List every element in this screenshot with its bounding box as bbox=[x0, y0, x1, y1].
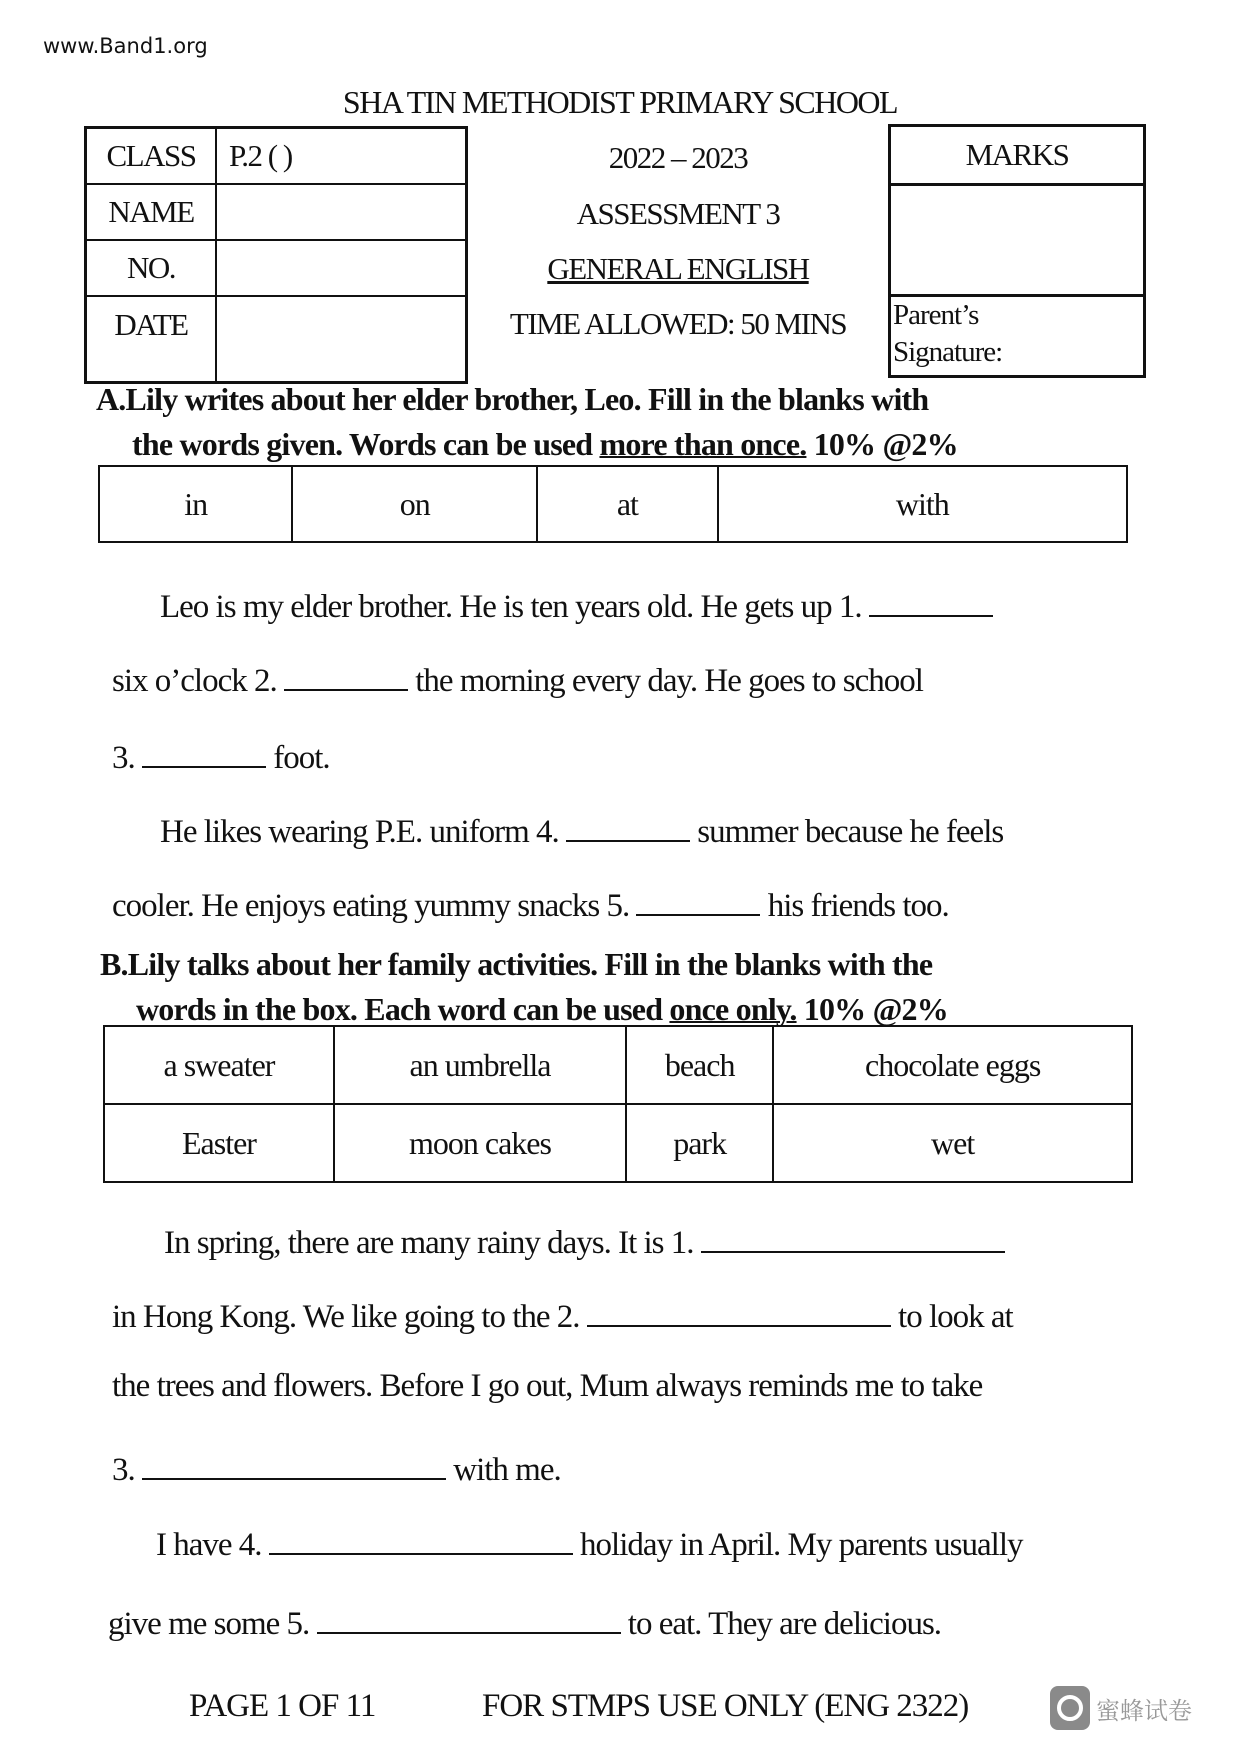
blank-a4[interactable] bbox=[566, 807, 690, 842]
blank-b5[interactable] bbox=[317, 1599, 621, 1634]
blank-a2[interactable] bbox=[284, 656, 408, 691]
a-line-5 bbox=[112, 881, 949, 925]
word-box-item: park bbox=[626, 1104, 773, 1182]
blank-a5[interactable] bbox=[636, 881, 760, 916]
brand-name: 蜜蜂试卷 bbox=[1096, 1696, 1192, 1725]
marks: 10% @2% bbox=[796, 991, 948, 1027]
section-a-line2 bbox=[96, 422, 1156, 467]
assessment-title: ASSESSMENT 3 bbox=[576, 196, 780, 231]
blank-b3[interactable] bbox=[142, 1445, 446, 1480]
text: the words given. Words can be used bbox=[132, 426, 600, 462]
subject-title: GENERAL ENGLISH bbox=[547, 251, 809, 286]
b-line-2 bbox=[112, 1292, 1013, 1336]
text: In spring, there are many rainy days. It is 1. bbox=[164, 1225, 701, 1261]
text: give me some 5. bbox=[108, 1606, 317, 1642]
no-field[interactable] bbox=[216, 240, 467, 296]
page-number: PAGE 1 OF 11 bbox=[189, 1688, 376, 1724]
word-box-item: an umbrella bbox=[334, 1026, 626, 1104]
class-value[interactable]: P.2 ( ) bbox=[216, 128, 467, 185]
text: to eat. They are delicious. bbox=[620, 1606, 942, 1642]
section-a-instructions bbox=[96, 377, 1156, 467]
text: holiday in April. My parents usually bbox=[572, 1527, 1023, 1563]
time-allowed: TIME ALLOWED: 50 MINS bbox=[509, 306, 847, 341]
blank-b2[interactable] bbox=[587, 1292, 891, 1327]
site-watermark: www.Band1.org bbox=[43, 34, 208, 58]
marks-box bbox=[888, 124, 1146, 378]
text: with me. bbox=[446, 1452, 561, 1488]
section-b-word-box bbox=[103, 1025, 1133, 1183]
parent-signature-label bbox=[891, 297, 1143, 371]
section-a-line1: A.Lily writes about her elder brother, Leo. Fill in the blanks with bbox=[96, 381, 929, 417]
footer-note: FOR STMPS USE ONLY (ENG 2322) bbox=[482, 1688, 969, 1724]
word-box-item: a sweater bbox=[104, 1026, 334, 1104]
section-b-instructions bbox=[100, 942, 1160, 1032]
b-line-3 bbox=[112, 1368, 982, 1405]
text: words in the box. Each word can be used bbox=[136, 991, 670, 1027]
brand-watermark bbox=[1050, 1686, 1192, 1730]
word-with: with bbox=[718, 466, 1127, 542]
marks: 10% @2% bbox=[806, 426, 958, 462]
b-line-1 bbox=[164, 1218, 1005, 1262]
student-info-table bbox=[84, 126, 468, 384]
name-field[interactable] bbox=[216, 184, 467, 240]
b-line-4 bbox=[112, 1445, 561, 1489]
school-year: 2022 – 2023 bbox=[608, 140, 748, 175]
school-name: SHA TIN METHODIST PRIMARY SCHOOL bbox=[342, 84, 898, 120]
b-line-6 bbox=[108, 1599, 941, 1643]
text: the morning every day. He goes to school bbox=[407, 663, 923, 699]
word-at: at bbox=[537, 466, 718, 542]
b-line-5 bbox=[156, 1520, 1023, 1564]
parent-sig-line1: Parent’s bbox=[893, 299, 979, 331]
text: in Hong Kong. We like going to the 2. bbox=[112, 1299, 587, 1335]
text: to look at bbox=[890, 1299, 1013, 1335]
blank-a3[interactable] bbox=[142, 733, 266, 768]
no-label: NO. bbox=[86, 240, 217, 296]
a-line-3 bbox=[112, 733, 330, 777]
text: I have 4. bbox=[156, 1527, 269, 1563]
text: He likes wearing P.E. uniform 4. bbox=[160, 814, 567, 850]
marks-field[interactable] bbox=[891, 186, 1143, 297]
text: his friends too. bbox=[760, 888, 949, 924]
blank-b1[interactable] bbox=[701, 1218, 1005, 1253]
emphasis: once only. bbox=[669, 991, 797, 1027]
text: cooler. He enjoys eating yummy snacks 5. bbox=[112, 888, 637, 924]
word-on: on bbox=[292, 466, 537, 542]
parent-sig-line2: Signature: bbox=[893, 336, 1003, 368]
word-in: in bbox=[99, 466, 292, 542]
date-label: DATE bbox=[86, 296, 217, 383]
class-label: CLASS bbox=[86, 128, 217, 185]
emphasis: more than once. bbox=[599, 426, 807, 462]
word-box-item: Easter bbox=[104, 1104, 334, 1182]
text: 3. bbox=[112, 740, 142, 776]
name-label: NAME bbox=[86, 184, 217, 240]
blank-b4[interactable] bbox=[269, 1520, 573, 1555]
a-line-4 bbox=[160, 807, 1003, 851]
word-box-item: beach bbox=[626, 1026, 773, 1104]
blank-a1[interactable] bbox=[869, 582, 993, 617]
text: foot. bbox=[266, 740, 330, 776]
text: summer because he feels bbox=[690, 814, 1004, 850]
word-box-item: chocolate eggs bbox=[773, 1026, 1132, 1104]
text: the trees and flowers. Before I go out, Mum always reminds me to take bbox=[112, 1368, 983, 1404]
text: six o’clock 2. bbox=[112, 663, 284, 699]
date-field[interactable] bbox=[216, 296, 467, 383]
text: 3. bbox=[112, 1452, 142, 1488]
a-line-2 bbox=[112, 656, 923, 700]
section-b-line1: B.Lily talks about her family activities. Fill in the blanks with the bbox=[100, 946, 933, 982]
a-line-1 bbox=[160, 582, 993, 626]
brand-logo-icon bbox=[1050, 1686, 1090, 1730]
word-box-item: wet bbox=[773, 1104, 1132, 1182]
text: Leo is my elder brother. He is ten years old. He gets up 1. bbox=[160, 589, 869, 625]
section-a-word-box bbox=[98, 465, 1128, 543]
word-box-item: moon cakes bbox=[334, 1104, 626, 1182]
marks-label: MARKS bbox=[891, 127, 1143, 186]
